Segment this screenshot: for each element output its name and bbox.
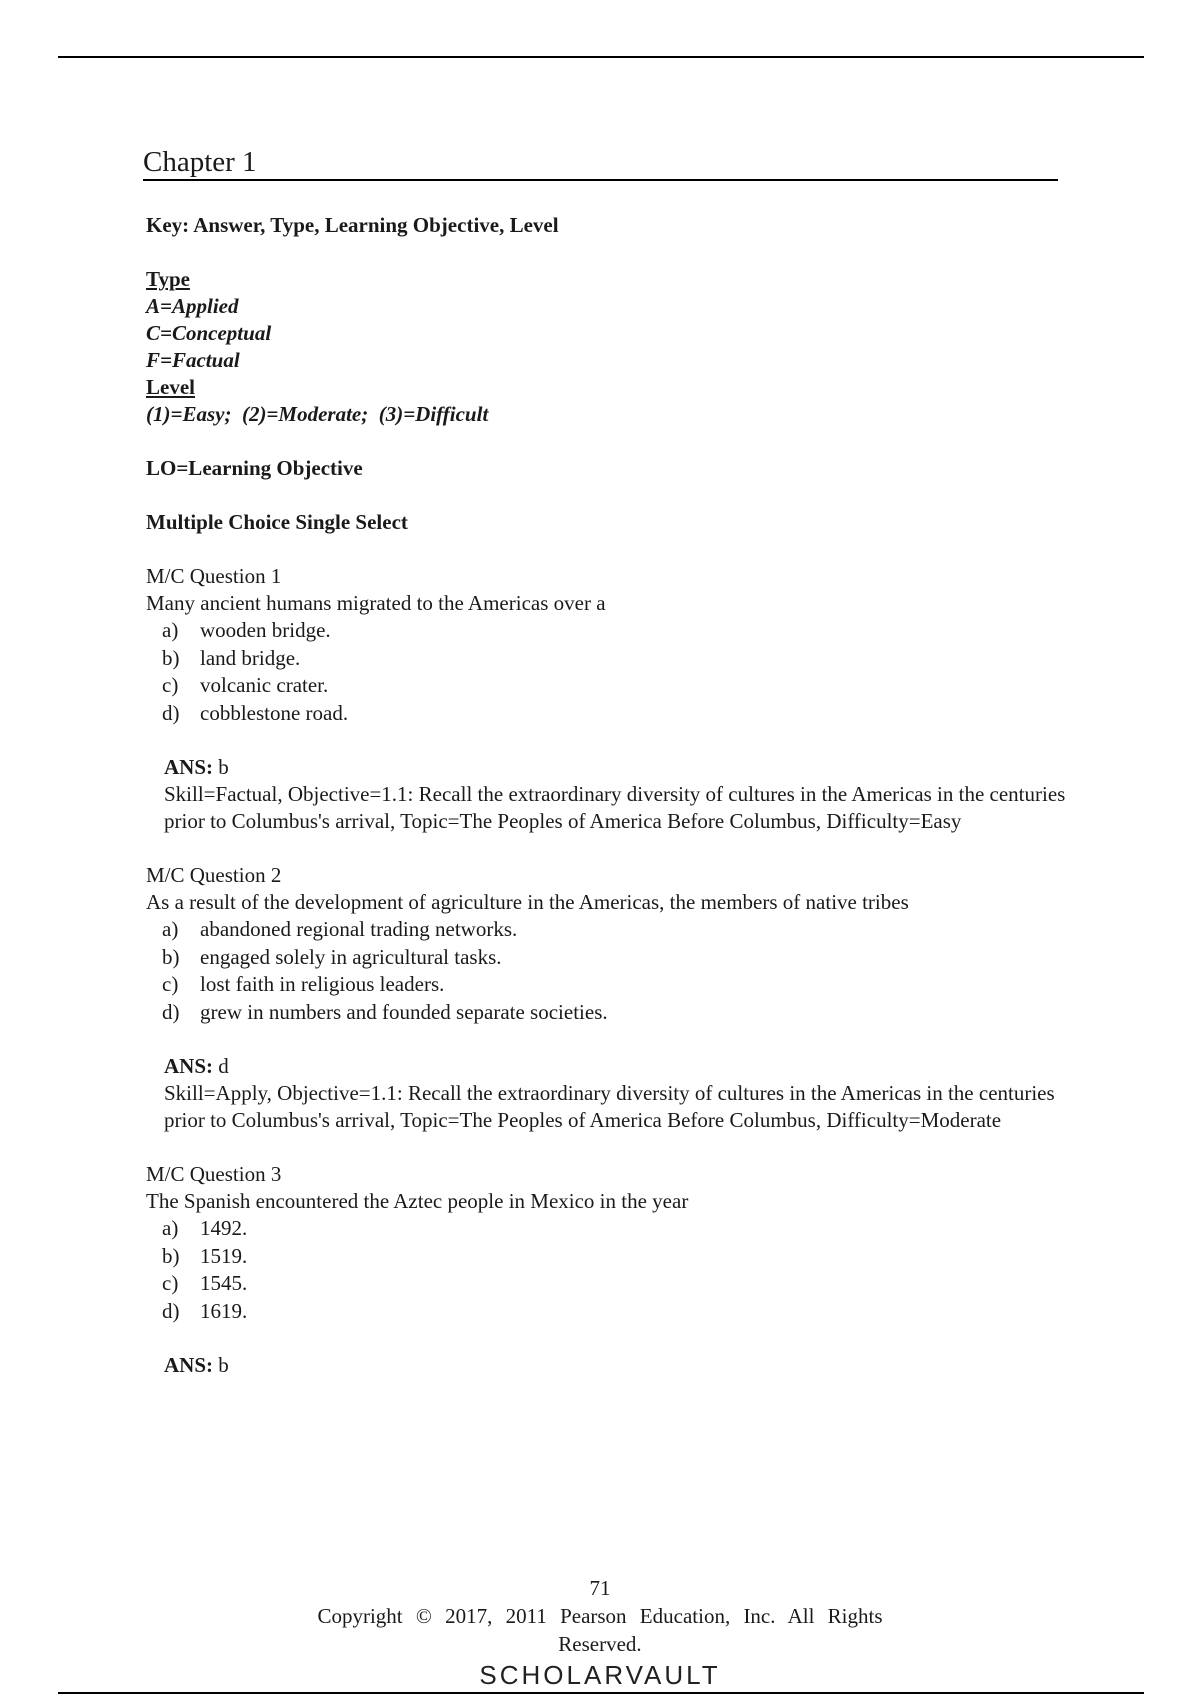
choice-item: c) lost faith in religious leaders. bbox=[162, 972, 445, 996]
choice-item: a) wooden bridge. bbox=[162, 618, 331, 642]
answer-block bbox=[164, 1352, 1076, 1379]
question-stem: The Spanish encountered the Aztec people in Mexico in the year bbox=[146, 1189, 689, 1213]
answer-label: ANS: bbox=[164, 1353, 214, 1377]
answer-value: b bbox=[218, 755, 229, 779]
choice-item: a) 1492. bbox=[162, 1216, 248, 1240]
chapter-title: Chapter 1 bbox=[143, 145, 1058, 181]
answer-block bbox=[164, 754, 1076, 835]
answer-meta: Skill=Apply, Objective=1.1: Recall the extraordinary diversity of cultures in the Americas in the centuries prior to Columbus's arrival, Topic=The Peoples of America Before Columbus, Difficulty=Moderate bbox=[164, 1081, 1055, 1132]
type-item: F=Factual bbox=[146, 348, 240, 372]
answer-block bbox=[164, 1053, 1076, 1134]
level-items: (1)=Easy; (2)=Moderate; (3)=Difficult bbox=[146, 402, 489, 426]
choice-item: b) 1519. bbox=[162, 1243, 248, 1268]
copyright-line: Copyright © 2017, 2011 Pearson Education, Inc. All Rights bbox=[317, 1604, 883, 1628]
question-label: M/C Question 3 bbox=[146, 1162, 282, 1186]
bottom-rule bbox=[58, 1692, 1144, 1694]
question-label: M/C Question 1 bbox=[146, 564, 282, 588]
choice-item: a) abandoned regional trading networks. bbox=[162, 917, 518, 941]
type-item: C=Conceptual bbox=[146, 321, 272, 345]
choice-item: d) cobblestone road. bbox=[162, 700, 349, 725]
answer-value: d bbox=[218, 1054, 229, 1078]
choice-item: d) 1619. bbox=[162, 1298, 248, 1323]
question-3 bbox=[146, 1161, 1076, 1379]
choice-item: c) 1545. bbox=[162, 1271, 248, 1295]
document-body bbox=[146, 212, 1076, 1379]
choice-list bbox=[146, 617, 1076, 727]
question-stem: As a result of the development of agriculture in the Americas, the members of native tribes bbox=[146, 890, 909, 914]
choice-item: b) land bridge. bbox=[162, 645, 301, 670]
choice-item: d) grew in numbers and founded separate societies. bbox=[162, 999, 608, 1024]
page-number: 71 bbox=[589, 1576, 611, 1600]
key-line: Key: Answer, Type, Learning Objective, Level bbox=[146, 213, 559, 237]
answer-value: b bbox=[218, 1353, 229, 1377]
level-heading: Level bbox=[146, 375, 195, 399]
answer-meta: Skill=Factual, Objective=1.1: Recall the extraordinary diversity of cultures in the Americas in the centuries prior to Columbus's arrival, Topic=The Peoples of America Before Columbus, Difficulty=Easy bbox=[164, 782, 1066, 833]
question-1 bbox=[146, 563, 1076, 835]
answer-label: ANS: bbox=[164, 1054, 214, 1078]
choice-item: c) volcanic crater. bbox=[162, 673, 329, 697]
section-title: Multiple Choice Single Select bbox=[146, 510, 408, 534]
answer-label: ANS: bbox=[164, 755, 214, 779]
question-2 bbox=[146, 862, 1076, 1134]
lo-line: LO=Learning Objective bbox=[146, 456, 363, 480]
question-label: M/C Question 2 bbox=[146, 863, 282, 887]
type-item: A=Applied bbox=[146, 294, 239, 318]
question-stem: Many ancient humans migrated to the Americas over a bbox=[146, 591, 606, 615]
choice-list bbox=[146, 916, 1076, 1026]
watermark: SCHOLARVAULT bbox=[479, 1660, 721, 1690]
page-footer bbox=[0, 1574, 1200, 1658]
type-heading: Type bbox=[146, 267, 190, 291]
choice-item: b) engaged solely in agricultural tasks. bbox=[162, 944, 502, 969]
copyright-line-2: Reserved. bbox=[558, 1632, 642, 1656]
choice-list bbox=[146, 1215, 1076, 1325]
top-rule bbox=[58, 56, 1144, 58]
